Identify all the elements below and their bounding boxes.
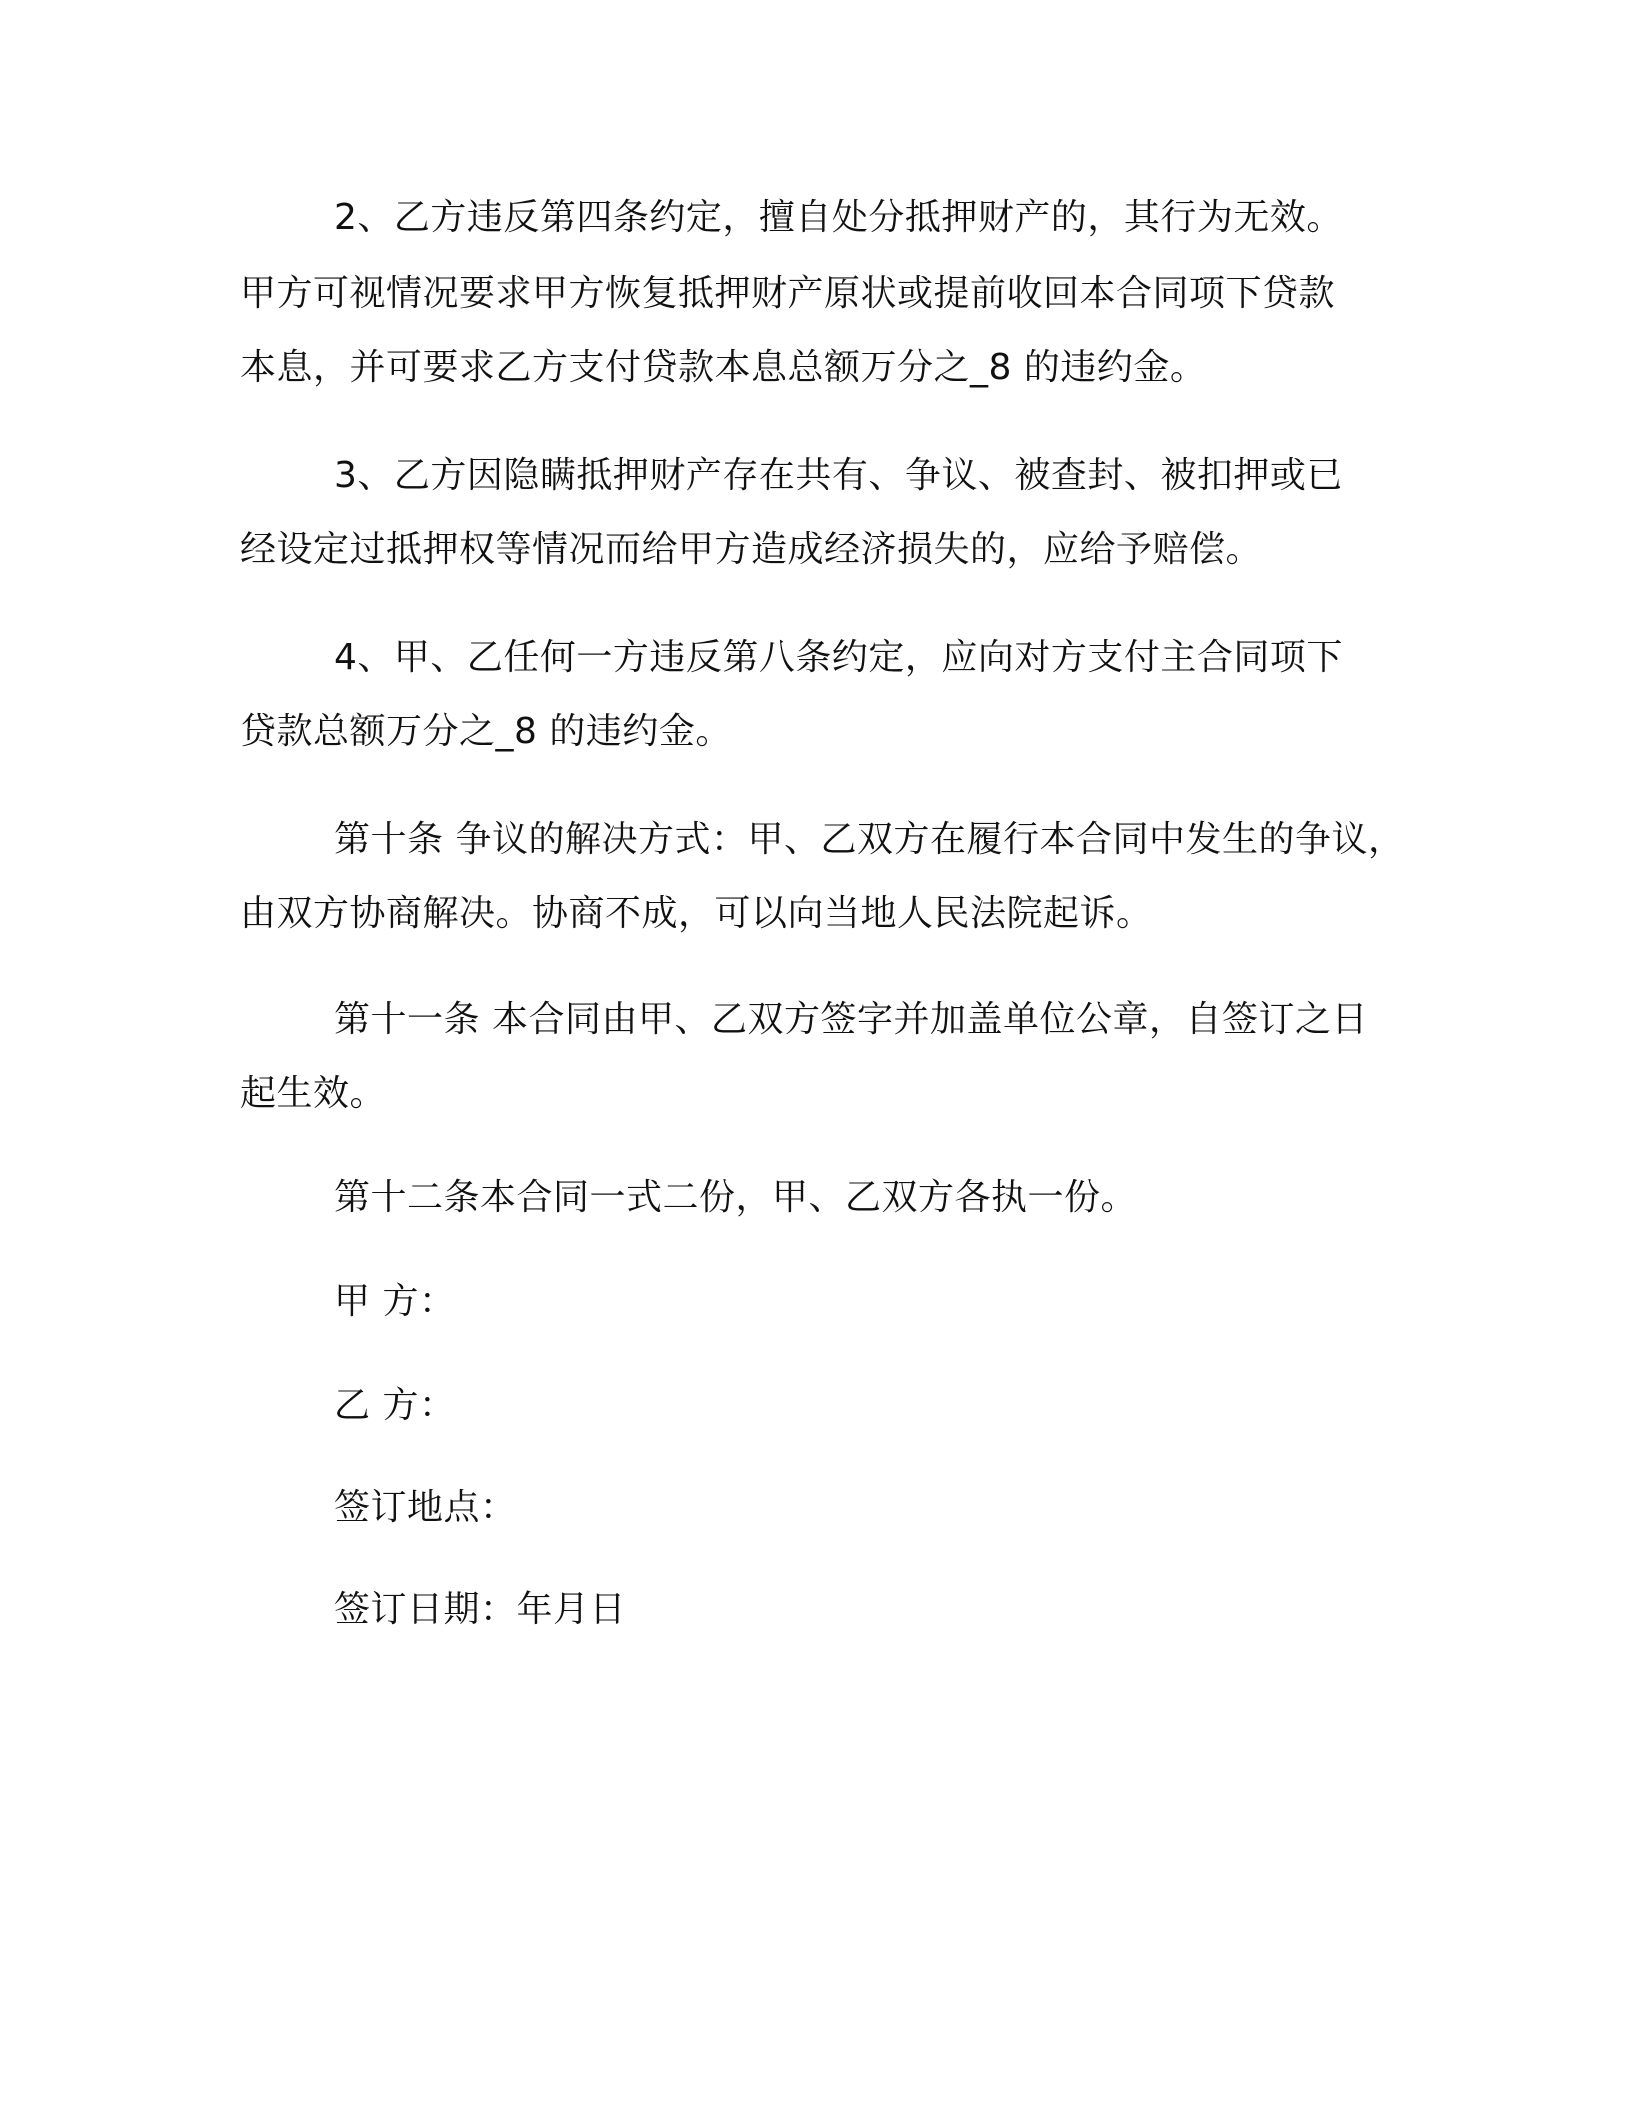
signing-date-label: 签订日期：年月日 [334,1589,627,1630]
clause-9-item-2-line-2: 甲方可视情况要求甲方恢复抵押财产原状或提前收回本合同项下贷款 [240,273,1336,314]
clause-9-item-3-line-2: 经设定过抵押权等情况而给甲方造成经济损失的，应给予赔偿。 [240,529,1263,570]
party-a-label: 甲 方： [334,1281,456,1322]
clause-9-item-3-line-1: 3、乙方因隐瞒抵押财产存在共有、争议、被查封、被扣押或已 [334,455,1343,496]
clause-9-item-2-line-3: 本息，并可要求乙方支付贷款本息总额万分之_8 的违约金。 [240,347,1207,388]
clause-9-item-4-line-2: 贷款总额万分之_8 的违约金。 [240,711,732,752]
signing-place-label: 签订地点： [334,1487,517,1528]
clause-10-line-1: 第十条 争议的解决方式：甲、乙双方在履行本合同中发生的争议， [334,819,1405,860]
party-b-label: 乙 方： [334,1385,456,1426]
clause-11-line-1: 第十一条 本合同由甲、乙双方签字并加盖单位公章，自签订之日 [334,999,1368,1040]
clause-9-item-4-line-1: 4、甲、乙任何一方违反第八条约定，应向对方支付主合同项下 [334,637,1343,678]
clause-10-line-2: 由双方协商解决。协商不成，可以向当地人民法院起诉。 [240,893,1153,934]
clause-11-line-2: 起生效。 [240,1073,387,1114]
clause-9-item-2-line-1: 2、乙方违反第四条约定，擅自处分抵押财产的，其行为无效。 [334,197,1343,238]
clause-12-line-1: 第十二条本合同一式二份，甲、乙双方各执一份。 [334,1177,1138,1218]
